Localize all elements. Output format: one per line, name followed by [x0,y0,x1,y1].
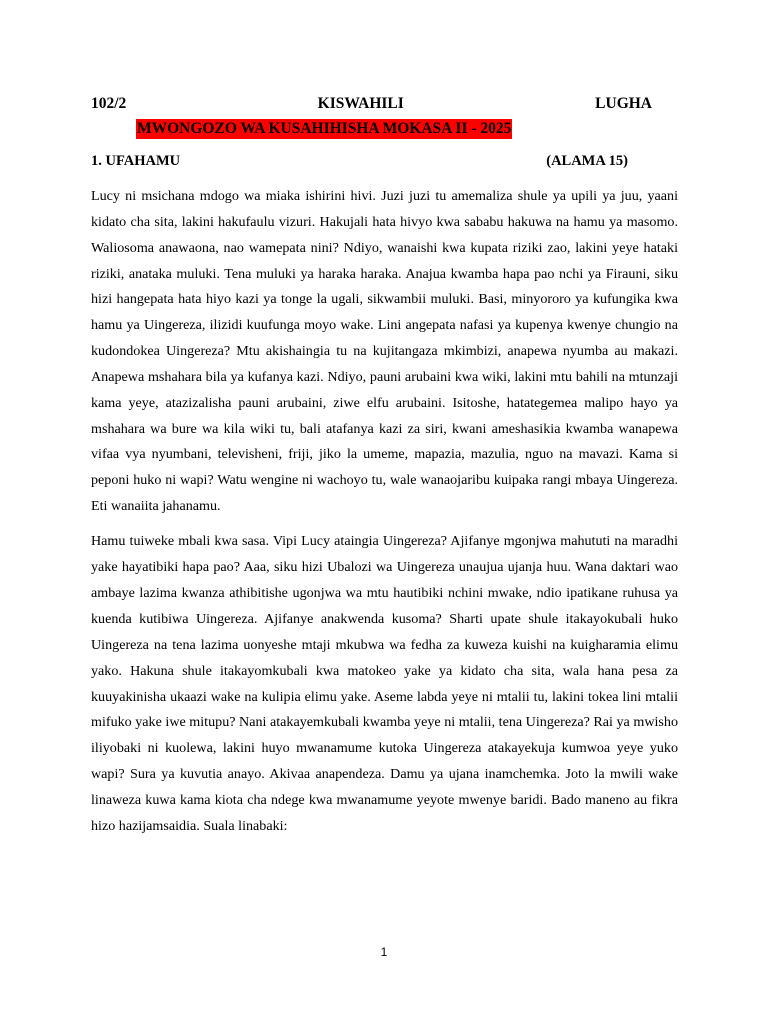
subject-title: KISWAHILI [317,95,404,112]
passage-paragraph-1: Lucy ni msichana mdogo wa miaka ishirini hivi. Juzi juzi tu amemaliza shule ya upili ya juu, yaani kidato cha sita, lakini hakufaulu vizuri. Hakujali hata hivyo kwa sababu hakuwa na hamu ya masomo. Waliosoma anawaona, nao wamepata nini? Ndiyo, wanaishi kwa kupata riziki zao, lakini yeye hataki riziki, anataka muluki. Tena muluki ya haraka haraka. Anajua kwamba hapa pao nchi ya Firauni, siku hizi hangepata hata hiyo kazi ya tonge la ugali, sikwambii muluki. Basi, minyororo ya kufungika kwa hamu ya Uingereza, ilizidi kuufunga moyo wake. Lini angepata nafasi ya kupenya kwenye chungio na kudondokea Uingereza? Mtu akishaingia tu na kujitangaza mkimbizi, anapewa nyumba au makazi. Anapewa mshahara bila ya kufanya kazi. Ndiyo, pauni arubaini kwa wiki, lakini mtu bahili na mtunzaji kama yeye, atazizalisha pauni arubaini, ziwe elfu arubaini. Isitoshe, hatategemea malipo hayo ya mshahara wa bure wa kila wiki tu, bali atafanya kazi za siri, kwani ameshasikia kwamba wanapewa vifaa vya nyumbani, televisheni, friji, jiko la umeme, mapazia, mazulia, nguo na mavazi. Kama si peponi huko ni wapi? Watu wengine ni wachoyo tu, wale wanaojaribu kuipaka rangi mbaya Uingereza. Eti wanaiita jahanamu. [91,188,678,515]
section-marks: (ALAMA 15) [546,153,628,169]
paper-name: LUGHA [595,95,652,112]
page-number: 1 [380,945,388,959]
paper-code: 102/2 [91,95,127,112]
marking-scheme-title: MWONGOZO WA KUSAHIHISHA MOKASA II - 2025 [137,120,512,137]
exam-header [91,94,652,114]
comprehension-passage [91,157,678,840]
section-title: 1. UFAHAMU [91,153,181,169]
passage-paragraph-2: Hamu tuiweke mbali kwa sasa. Vipi Lucy ataingia Uingereza? Ajifanye mgonjwa mahututi na maradhi yake hayatibiki hapa pao? Aaa, siku hizi Ubalozi wa Uingereza unaujua ujanja huu. Wana daktari wao ambaye lazima kwanza athibitishe ugonjwa wa mtu hautibiki nchini mwake, ndio ipatikane ruhusa ya kuenda kutibiwa Uingereza. Ajifanye anakwenda kusoma? Sharti upate shule itakayokubali huko Uingereza na tena lazima uonyeshe mtaji mkubwa wa fedha za kuweza kuishi na kuigharamia elimu yako. Hakuna shule itakayomkubali kwa matokeo yake ya kidato cha sita, wala hana pesa za kuuyakinisha ukaazi wake na kulipia elimu yake. Aseme labda yeye ni mtalii tu, lakini tokea lini mtalii mifuko yake iwe mitupu? Nani atakayemkubali kwamba yeye ni mtalii, tena Uingereza? Rai ya mwisho iliyobaki ni kuolewa, lakini huyo mwanamume kutoka Uingereza atakayekuja kumwoa yeye yuko wapi? Sura ya kuvutia anayo. Akivaa anapendeza. Damu ya ujana inamchemka. Joto la mwili wake linaweza kuwa kama kiota cha ndege kwa mwanamume yeyote mwenye baridi. Bado maneno au fikra hizo hazijamsaidia. Suala linabaki: [91,533,678,834]
